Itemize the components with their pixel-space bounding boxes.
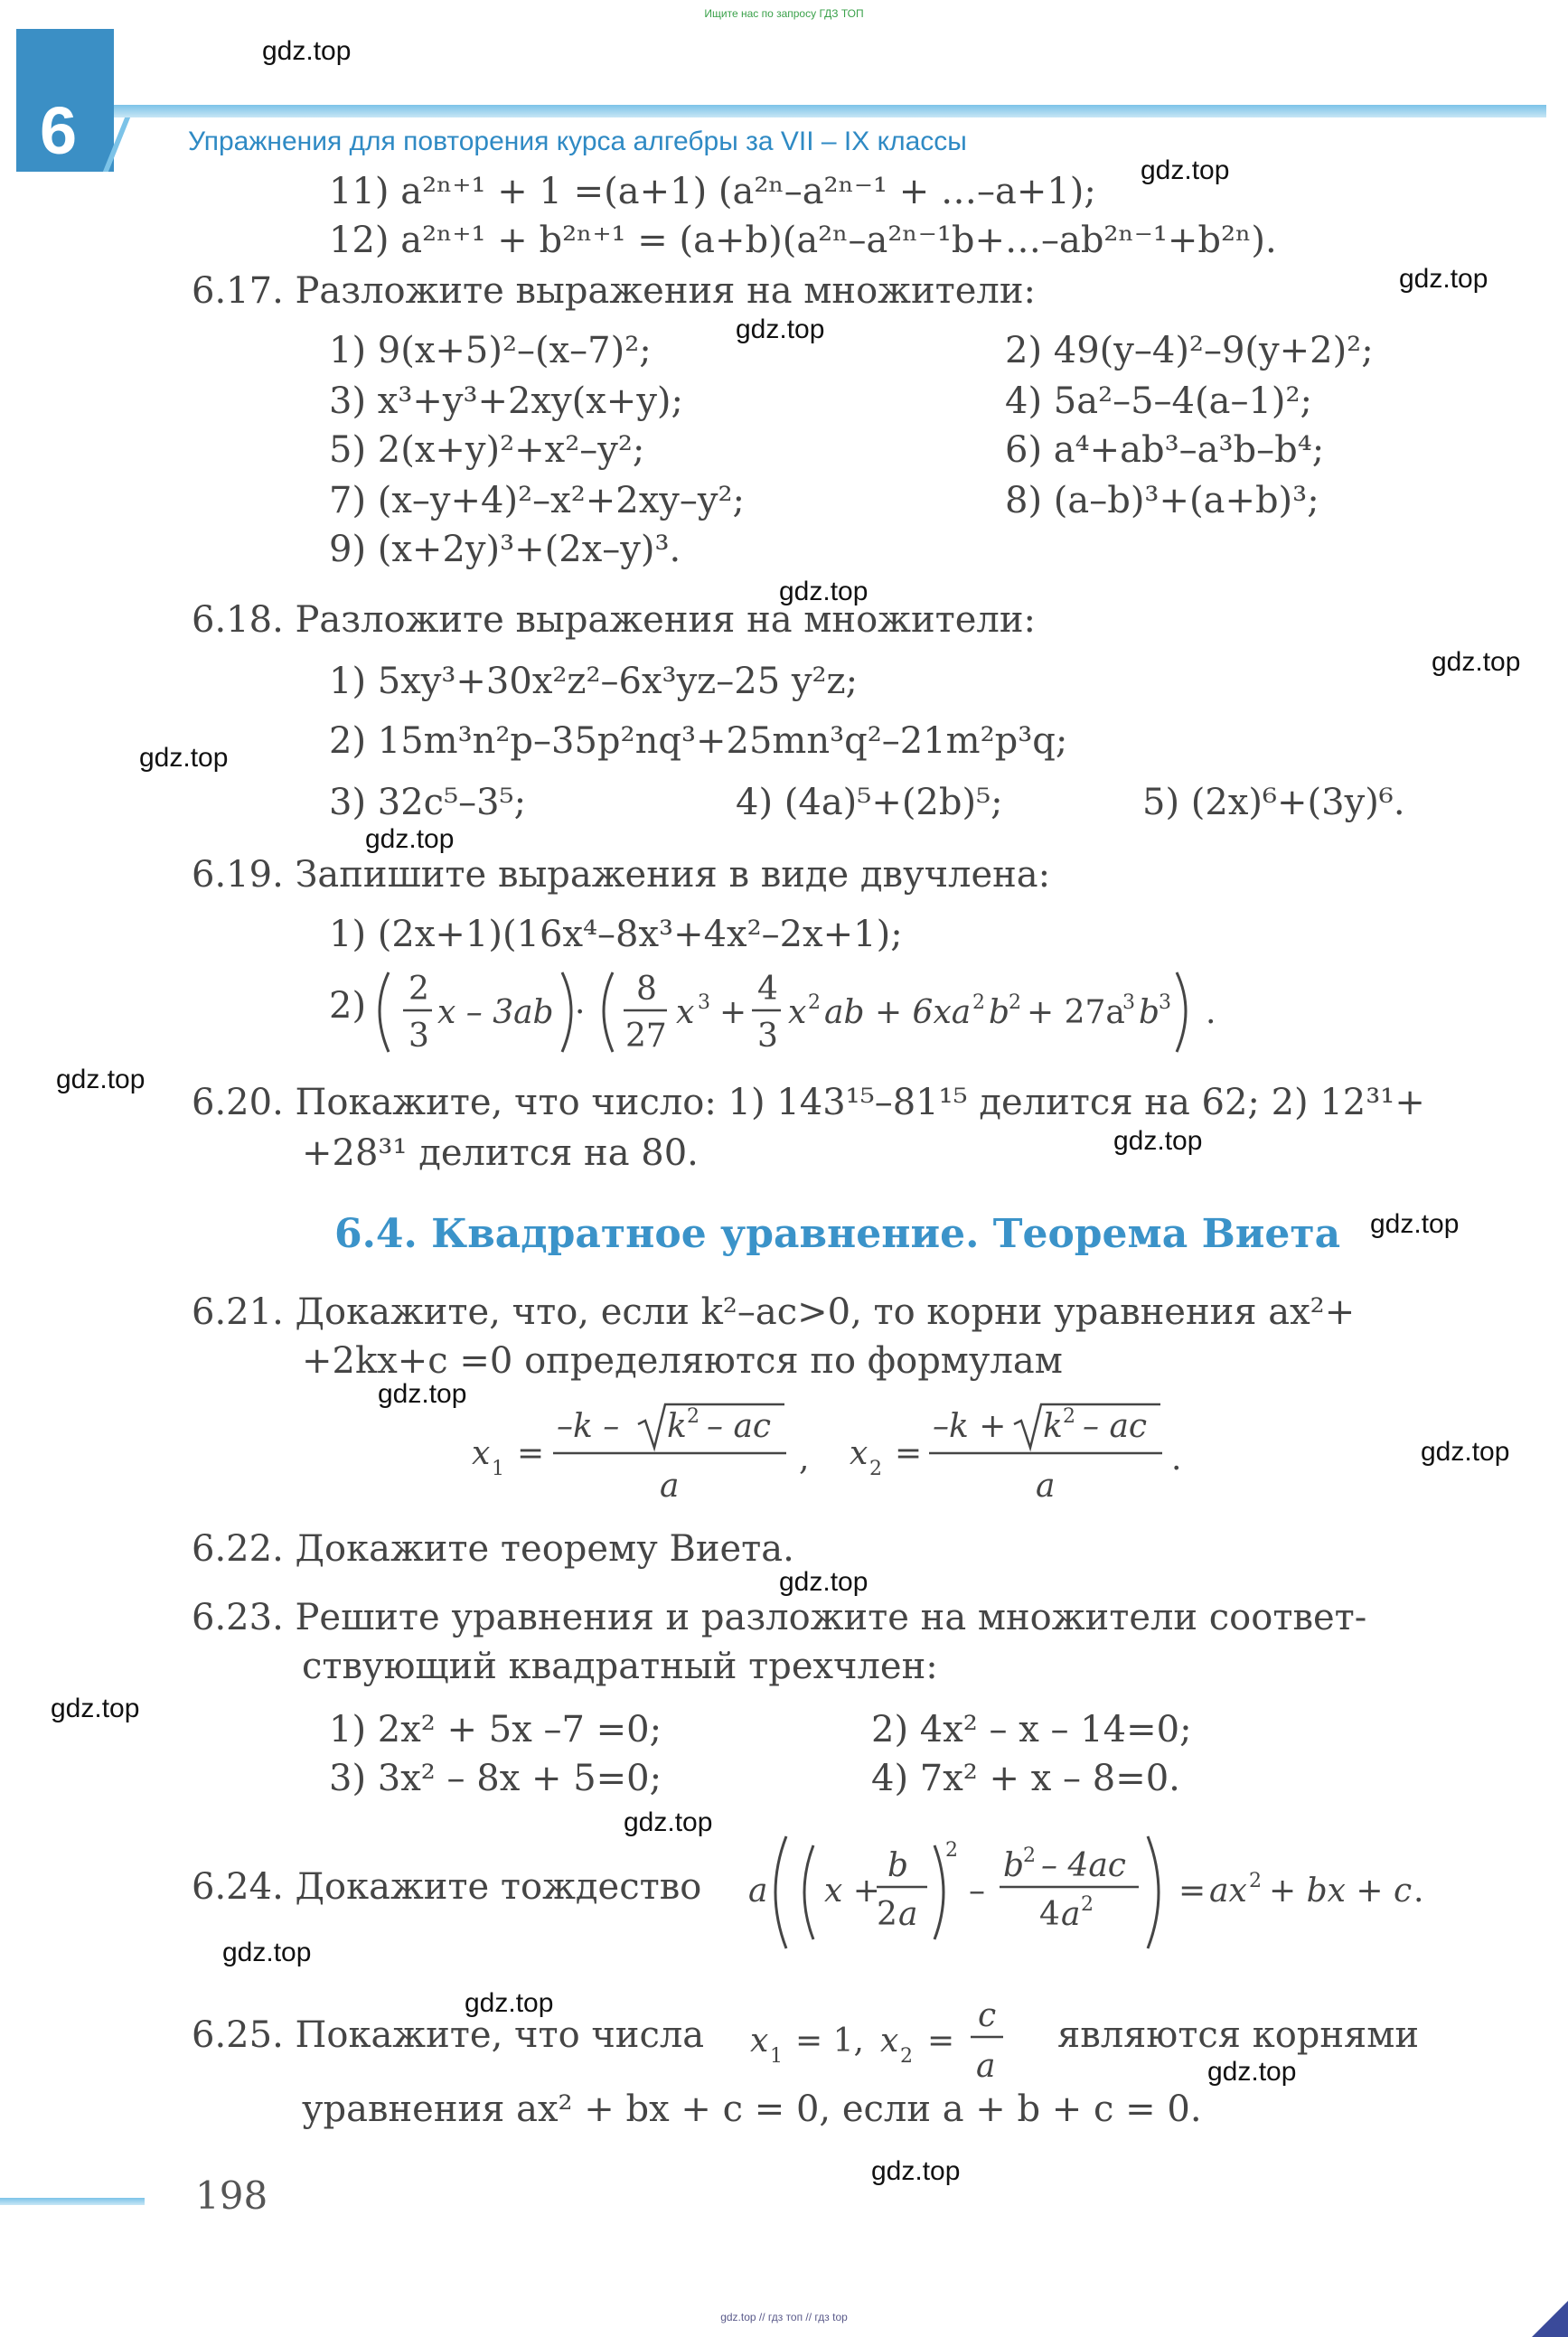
problem-6-18-item-1: 1) 5xy³+30x²z²–6x³yz–25 y²z; <box>329 661 859 702</box>
svg-text:a: a <box>660 1468 680 1505</box>
svg-text:.: . <box>1171 1441 1182 1478</box>
problem-6-21-line-2: +2kx+c =0 определяются по формулам <box>302 1340 1063 1382</box>
problem-6-21-line-1: 6.21. Докажите, что, если k²–ac>0, то корни уравнения ax²+ <box>192 1291 1356 1333</box>
problem-6-22: 6.22. Докажите теорему Виета. <box>192 1528 794 1570</box>
svg-text:a: a <box>898 1896 918 1933</box>
watermark: gdz.top <box>1432 647 1521 677</box>
watermark: gdz.top <box>1399 264 1488 294</box>
problem-6-25-line-1b: являются корнями <box>1057 2014 1420 2056</box>
watermark: gdz.top <box>1141 155 1230 185</box>
header-band <box>114 105 1546 117</box>
svg-text:– 4ac: – 4ac <box>1041 1847 1126 1884</box>
watermark: gdz.top <box>378 1379 467 1409</box>
header-title: Упражнения для повторения курса алгебры за VII – IX классы <box>188 127 967 156</box>
svg-text:x: x <box>472 1435 491 1472</box>
svg-text:x – 3ab: x – 3ab <box>437 994 554 1031</box>
svg-text:1: 1 <box>492 1458 504 1480</box>
svg-text:2: 2 <box>945 1839 958 1862</box>
problem-6-18-item-4: 4) (4a)⁵+(2b)⁵; <box>736 782 1003 823</box>
svg-text:=: = <box>895 1435 923 1472</box>
problem-6-23-item-1: 1) 2x² + 5x –7 =0; <box>329 1709 662 1750</box>
svg-text:x: x <box>676 994 695 1031</box>
svg-text:x: x <box>788 994 807 1031</box>
problem-6-17-item-6: 6) a⁴+ab³–a³b–b⁴; <box>1005 429 1325 471</box>
problem-6-17-item-2: 2) 49(y–4)²–9(y+2)²; <box>1005 330 1374 371</box>
problem-6-17-item-4: 4) 5a²–5–4(a–1)²; <box>1005 380 1313 422</box>
problem-6-17-item-3: 3) x³+y³+2xy(x+y); <box>329 380 683 422</box>
svg-text:,: , <box>799 1441 810 1478</box>
watermark: gdz.top <box>779 1567 869 1597</box>
top-notice: Ищите нас по запросу ГДЗ ТОП <box>704 7 864 20</box>
svg-text:2: 2 <box>1081 1893 1094 1916</box>
problem-6-17-item-8: 8) (a–b)³+(a+b)³; <box>1005 480 1319 521</box>
svg-text:x +: x + <box>824 1872 880 1910</box>
svg-text:2): 2) <box>329 985 367 1027</box>
svg-text:8: 8 <box>636 971 657 1008</box>
svg-text:2: 2 <box>808 991 821 1014</box>
problem-6-19-item-2-formula <box>325 963 1229 1063</box>
problem-6-24: 6.24. Докажите тождество <box>192 1866 702 1908</box>
svg-text:3: 3 <box>1122 991 1135 1014</box>
svg-text:–: – <box>969 1872 985 1910</box>
svg-text:2: 2 <box>1009 991 1021 1014</box>
problem-6-25-roots <box>746 1992 1045 2091</box>
watermark: gdz.top <box>139 743 229 773</box>
problem-6-18-item-2: 2) 15m³n²p–35p²nq³+25mn³q²–21m²p³q; <box>329 720 1068 762</box>
svg-text:3: 3 <box>757 1018 778 1055</box>
problem-6-17-item-5: 5) 2(x+y)²+x²–y²; <box>329 429 645 471</box>
svg-text:2: 2 <box>687 1405 699 1428</box>
problem-6-24-formula <box>741 1824 1464 1959</box>
line-11: 11) a²ⁿ⁺¹ + 1 =(a+1) (a²ⁿ–a²ⁿ⁻¹ + …–a+1); <box>329 171 1096 212</box>
problem-6-23-line-1: 6.23. Решите уравнения и разложите на множители соответ- <box>192 1597 1367 1638</box>
problem-6-18-item-3: 3) 32c⁵–3⁵; <box>329 782 527 823</box>
svg-text:b: b <box>887 1847 909 1884</box>
svg-text:– ac: – ac <box>707 1408 772 1445</box>
watermark: gdz.top <box>51 1694 140 1723</box>
svg-text:c: c <box>978 1997 997 2034</box>
svg-text:2: 2 <box>1249 1870 1262 1892</box>
svg-text:2: 2 <box>972 991 985 1014</box>
problem-6-17-item-9: 9) (x+2y)³+(2x–y)³. <box>329 529 681 570</box>
watermark: gdz.top <box>222 1938 312 1967</box>
svg-text:.: . <box>1413 1872 1424 1910</box>
problem-6-23-line-2: ствующий квадратный трехчлен: <box>302 1646 938 1687</box>
watermark: gdz.top <box>56 1065 146 1094</box>
problem-6-19-item-1: 1) (2x+1)(16x⁴–8x³+4x²–2x+1); <box>329 914 903 955</box>
problem-6-20-line-1: 6.20. Покажите, что число: 1) 143¹⁵–81¹⁵ делится на 62; 2) 12³¹+ <box>192 1082 1425 1123</box>
svg-text:a: a <box>1036 1468 1056 1505</box>
svg-text:4: 4 <box>1039 1896 1060 1933</box>
svg-text:ab + 6xa: ab + 6xa <box>824 994 972 1031</box>
svg-text:3: 3 <box>408 1018 429 1055</box>
watermark: gdz.top <box>1207 2057 1297 2087</box>
svg-text:– ac: – ac <box>1083 1408 1148 1445</box>
svg-text:ax: ax <box>1209 1872 1247 1910</box>
problem-6-23-item-3: 3) 3x² – 8x + 5=0; <box>329 1758 662 1799</box>
chapter-number: 6 <box>40 93 78 168</box>
svg-text:+ bx + c: + bx + c <box>1269 1872 1413 1910</box>
svg-text:2: 2 <box>1023 1844 1036 1867</box>
svg-text:27: 27 <box>625 1018 667 1055</box>
svg-text:3: 3 <box>1159 991 1171 1014</box>
svg-text:2: 2 <box>1063 1405 1075 1428</box>
watermark: gdz.top <box>871 2156 961 2186</box>
svg-text:–k +: –k + <box>933 1408 1007 1445</box>
svg-text:a: a <box>1061 1896 1081 1933</box>
svg-text:2: 2 <box>877 1896 897 1933</box>
problem-6-25-line-2: уравнения ax² + bx + c = 0, если a + b + c = 0. <box>302 2088 1202 2130</box>
svg-text:b: b <box>1003 1847 1025 1884</box>
svg-text:k: k <box>667 1408 687 1445</box>
svg-text:k: k <box>1043 1408 1063 1445</box>
svg-text:x: x <box>850 1435 869 1472</box>
svg-text:–k –: –k – <box>557 1408 620 1445</box>
problem-6-20-line-2: +28³¹ делится на 80. <box>302 1132 699 1174</box>
svg-text:b: b <box>1139 994 1160 1031</box>
svg-text:+: + <box>719 994 747 1031</box>
svg-text:1: 1 <box>770 2045 783 2068</box>
watermark: gdz.top <box>779 577 869 606</box>
svg-text:a: a <box>748 1872 768 1910</box>
problem-6-17-item-1: 1) 9(x+5)²–(x–7)²; <box>329 330 652 371</box>
problem-6-25-line-1: 6.25. Покажите, что числа <box>192 2014 705 2056</box>
problem-6-23-item-2: 2) 4x² – x – 14=0; <box>871 1709 1192 1750</box>
svg-text:3: 3 <box>698 991 710 1014</box>
section-heading: 6.4. Квадратное уравнение. Теорема Виета <box>334 1211 1341 1257</box>
watermark: gdz.top <box>1421 1437 1510 1467</box>
line-12: 12) a²ⁿ⁺¹ + b²ⁿ⁺¹ = (a+b)(a²ⁿ–a²ⁿ⁻¹b+…–ab²ⁿ⁻¹+b²ⁿ). <box>329 220 1277 261</box>
svg-text:a: a <box>976 2048 996 2085</box>
svg-text:+ 27a: + 27a <box>1027 994 1125 1031</box>
svg-text:2: 2 <box>408 971 429 1008</box>
svg-text:2: 2 <box>900 2045 913 2068</box>
problem-6-21-formulas <box>466 1392 1207 1509</box>
svg-text:x: x <box>880 2023 899 2060</box>
svg-text:=: = <box>1178 1872 1207 1910</box>
bottom-notice: gdz.top // гдз топ // гдз top <box>720 2311 848 2323</box>
svg-text:= 1,: = 1, <box>795 2023 864 2060</box>
svg-text:x: x <box>750 2023 769 2060</box>
svg-text:.: . <box>1206 994 1216 1031</box>
watermark: gdz.top <box>262 36 352 66</box>
page-number: 198 <box>195 2173 268 2218</box>
page-rule <box>0 2198 145 2205</box>
watermark: gdz.top <box>736 314 825 344</box>
problem-6-17-item-7: 7) (x–y+4)²–x²+2xy–y²; <box>329 480 745 521</box>
svg-text:=: = <box>517 1435 545 1472</box>
watermark: gdz.top <box>465 1988 554 2018</box>
watermark: gdz.top <box>1370 1209 1460 1239</box>
svg-text:=: = <box>927 2023 955 2060</box>
watermark: gdz.top <box>365 824 455 854</box>
watermark: gdz.top <box>1113 1126 1203 1156</box>
svg-text:4: 4 <box>757 971 778 1008</box>
problem-6-23-item-4: 4) 7x² + x – 8=0. <box>871 1758 1180 1799</box>
problem-6-19-title: 6.19. Запишите выражения в виде двучлена: <box>192 854 1051 896</box>
watermark: gdz.top <box>624 1807 713 1837</box>
svg-text:b: b <box>989 994 1010 1031</box>
problem-6-18-item-5: 5) (2x)⁶+(3y)⁶. <box>1142 782 1405 823</box>
problem-6-17-title: 6.17. Разложите выражения на множители: <box>192 270 1036 312</box>
svg-text:·: · <box>575 994 586 1031</box>
svg-text:2: 2 <box>869 1458 882 1480</box>
problem-6-18-title: 6.18. Разложите выражения на множители: <box>192 599 1036 641</box>
